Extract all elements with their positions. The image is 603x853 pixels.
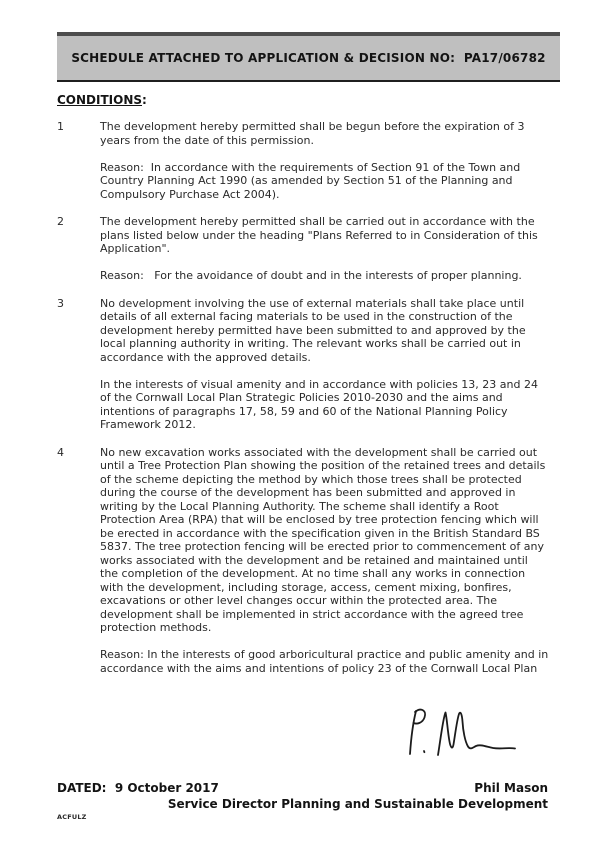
- condition-paragraph: The development hereby permitted shall be begun before the expiration of 3 years from the date of this permission.: [100, 120, 528, 147]
- condition-paragraph: No development involving the use of external materials shall take place until details of all external facing materials to be used in the construction of the development hereby permitted have been submitted to and approved by the local planning authority in writing. The relevant works shall be carried out in accordance with the approved details.: [100, 296, 530, 364]
- condition-number: 4: [57, 445, 64, 459]
- signature-handwritten-initials: [400, 706, 520, 760]
- condition-item-3: [57, 297, 549, 432]
- condition-body: [100, 445, 552, 676]
- condition-reason: Reason: In the interests of good arboricultural practice and public amenity and in accordance with the aims and intentions of policy 23 of the Cornwall Local Plan: [100, 648, 552, 675]
- footer: [57, 781, 548, 811]
- condition-body: [100, 215, 549, 283]
- condition-reason: Reason: In accordance with the requirements of Section 91 of the Town and Country Planning Act 1990 (as amended by Section 51 of the Planning and Compulsory Purchase Act 2004).: [100, 160, 524, 201]
- condition-item-4: [57, 445, 552, 676]
- conditions-list: [57, 120, 552, 689]
- condition-reason: In the interests of visual amenity and in accordance with policies 13, 23 and 24 of the Cornwall Local Plan Strategic Policies 2010-2030 and the aims and intentions of paragraphs 17, 58, 59 and 60 of the National Planning Policy Framework 2012.: [100, 377, 542, 431]
- condition-paragraph: The development hereby permitted shall be carried out in accordance with the plans listed below under the heading "Plans Referred to in Consideration of this Application".: [100, 215, 542, 255]
- signatory-title: Service Director Planning and Sustainable Development: [167, 797, 548, 811]
- condition-reason: Reason: For the avoidance of doubt and in the interests of proper planning.: [100, 269, 522, 282]
- condition-number: 1: [57, 120, 64, 133]
- condition-body: [100, 297, 549, 432]
- condition-item-1: [57, 120, 549, 201]
- dated-text: DATED: 9 October 2017: [57, 781, 219, 795]
- footer-line-1: [57, 781, 548, 795]
- schedule-title: SCHEDULE ATTACHED TO APPLICATION & DECISION NO: PA17/06782: [71, 51, 546, 65]
- condition-body: [100, 120, 549, 201]
- conditions-heading-text: CONDITIONS: [57, 93, 143, 107]
- condition-number: 3: [57, 296, 64, 310]
- conditions-heading-colon: :: [142, 93, 147, 107]
- condition-paragraph: No new excavation works associated with the development shall be carried out until a Tree Protection Plan showing the position of the retained trees and details of the scheme depicting the method by which those trees shall be protected during the course of the development has been submitted and approved in writing by the Local Planning Authority. The scheme shall identify a Root Protection Area (RPA) that will be enclosed by tree protection fencing which will be erected in accordance with the specification given in the British Standard BS 5837. The tree protection fencing will be erected prior to commencement of any works associated with the development and be retained and maintained until the completion of the development. At no time shall any works in connection with the development, including storage, access, cement mixing, bonfires, excavations or other level changes occur within the protected area. The development shall be implemented in strict accordance with the agreed tree protection methods.: [100, 445, 549, 634]
- condition-number: 2: [57, 215, 64, 228]
- doc-code: ACFULZ: [57, 813, 87, 821]
- schedule-header-box: [57, 32, 560, 82]
- condition-item-2: [57, 215, 549, 283]
- conditions-heading: [57, 93, 147, 107]
- signatory-name: Phil Mason: [474, 781, 548, 795]
